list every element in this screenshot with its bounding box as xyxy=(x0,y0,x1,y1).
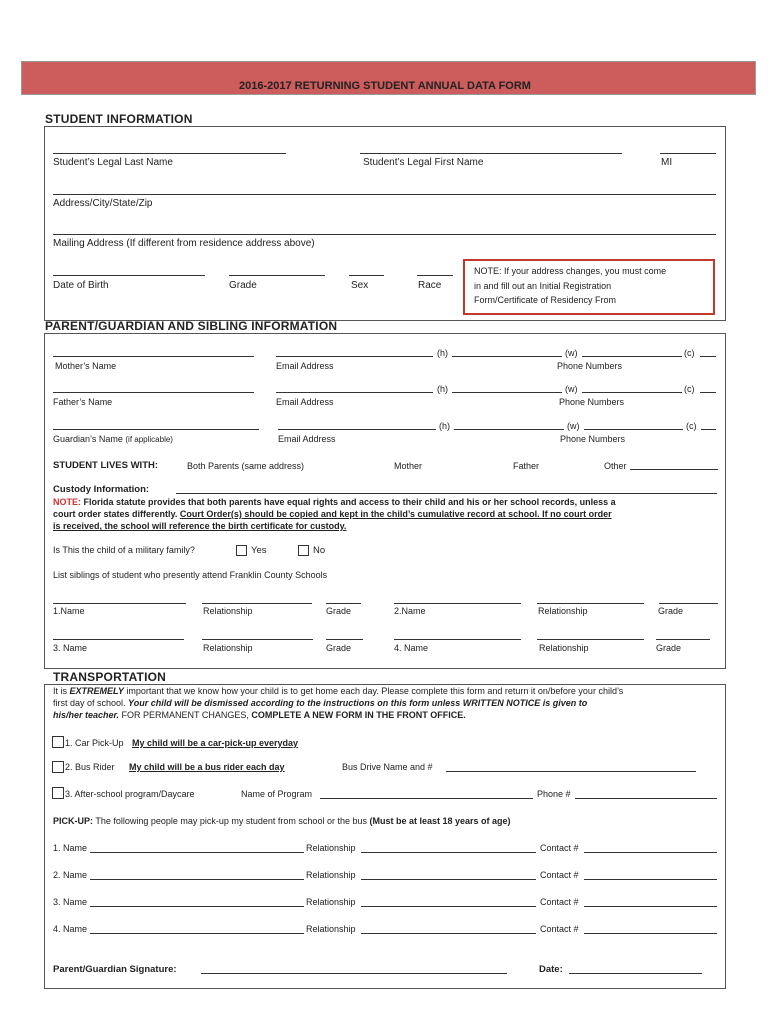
lives-with-father-option[interactable]: Father xyxy=(513,461,540,471)
lives-with-mother-option[interactable]: Mother xyxy=(394,461,423,471)
transport-section-box xyxy=(44,684,726,989)
bus-rider-checkbox[interactable] xyxy=(52,761,64,773)
father-email-field[interactable] xyxy=(276,392,433,393)
mi-field[interactable] xyxy=(660,153,716,154)
last-name-label: Student’s Legal Last Name xyxy=(53,157,173,168)
sibling4-grade-field[interactable] xyxy=(656,639,710,640)
sibling4-grade-label: Grade xyxy=(656,643,682,653)
father-c-label: (c) xyxy=(684,384,695,394)
pickup-contact-label: Contact # xyxy=(540,843,579,853)
siblings-instruction: List siblings of student who presently attend Franklin County Schools xyxy=(53,570,328,580)
note-line-3: Form/Certificate of Residency From xyxy=(474,295,617,305)
program-label: Name of Program xyxy=(241,789,313,799)
note-line-2: in and fill out an Initial Registration xyxy=(474,281,612,291)
pickup-contact-field[interactable] xyxy=(584,879,717,880)
custody-note-line-2 xyxy=(53,509,612,519)
pickup-relationship-label: Relationship xyxy=(306,897,356,907)
pickup-name-label: 4. Name xyxy=(53,924,88,934)
mother-phone-label: Phone Numbers xyxy=(557,361,623,371)
custody-field[interactable] xyxy=(176,493,717,494)
pickup-name-field[interactable] xyxy=(90,933,304,934)
pickup-name-label: 1. Name xyxy=(53,843,88,853)
guardian-c-field[interactable] xyxy=(701,429,716,430)
grade-field[interactable] xyxy=(229,275,325,276)
father-w-field[interactable] xyxy=(582,392,682,393)
sibling4-name-field[interactable] xyxy=(394,639,521,640)
form-title: 2016-2017 RETURNING STUDENT ANNUAL DATA FORM xyxy=(239,80,531,92)
guardian-label-text: Guardian’s Name xyxy=(53,434,123,444)
mother-c-field[interactable] xyxy=(700,356,716,357)
sibling1-grade-field[interactable] xyxy=(326,603,361,604)
pickup-relationship-label: Relationship xyxy=(306,924,356,934)
sibling4-relationship-field[interactable] xyxy=(537,639,644,640)
pickup-relationship-field[interactable] xyxy=(361,879,536,880)
mailing-label: Mailing Address (If different from residence address above) xyxy=(53,238,315,249)
program-phone-field[interactable] xyxy=(575,798,717,799)
sibling3-relationship-field[interactable] xyxy=(202,639,313,640)
military-yes-checkbox[interactable] xyxy=(236,545,247,556)
intro-text-3b: FOR PERMANENT CHANGES, xyxy=(119,710,252,720)
pickup-text: The following people may pick-up my student from school or the bus xyxy=(93,816,370,826)
military-question: Is This the child of a military family? xyxy=(53,545,195,555)
lives-with-both-option[interactable]: Both Parents (same address) xyxy=(187,461,305,471)
sibling2-relationship-field[interactable] xyxy=(537,603,644,604)
guardian-c-label: (c) xyxy=(686,421,697,431)
custody-note-line-1 xyxy=(53,497,616,507)
afterschool-checkbox[interactable] xyxy=(52,787,64,799)
mother-email-label: Email Address xyxy=(276,361,334,371)
sex-label: Sex xyxy=(351,280,369,291)
pickup-label: PICK-UP: xyxy=(53,816,93,826)
intro-text-1a: It is xyxy=(53,686,70,696)
afterschool-label: 3. After-school program/Daycare xyxy=(65,789,195,799)
bus-driver-field[interactable] xyxy=(446,771,696,772)
sibling1-grade-label: Grade xyxy=(326,606,352,616)
signature-label: Parent/Guardian Signature: xyxy=(53,964,177,975)
sibling3-name-label: 3. Name xyxy=(53,643,88,653)
guardian-h-field[interactable] xyxy=(454,429,564,430)
pickup-relationship-label: Relationship xyxy=(306,870,356,880)
military-no-label: No xyxy=(313,545,326,556)
custody-note-line-3: is received, the school will reference the birth certificate for custody. xyxy=(53,521,347,531)
transport-intro-line-1 xyxy=(53,686,623,696)
parent-section-heading: PARENT/GUARDIAN AND SIBLING INFORMATION xyxy=(45,319,338,333)
mother-w-label: (w) xyxy=(565,348,578,358)
mother-h-label: (h) xyxy=(437,348,448,358)
pickup-relationship-field[interactable] xyxy=(361,852,536,853)
custody-note-text-2b: Court Order(s) should be copied and kept in the child’s cumulative record at school. If no court order xyxy=(179,509,612,519)
sibling1-name-field[interactable] xyxy=(53,603,186,604)
custody-label: Custody Information: xyxy=(53,484,150,495)
sibling2-grade-field[interactable] xyxy=(659,603,718,604)
guardian-email-label: Email Address xyxy=(278,434,336,444)
bus-rider-statement: My child will be a bus rider each day xyxy=(129,762,285,772)
date-field[interactable] xyxy=(569,973,702,974)
address-label: Address/City/State/Zip xyxy=(53,198,153,209)
pickup-relationship-field[interactable] xyxy=(361,906,536,907)
sibling2-name-label: 2.Name xyxy=(394,606,426,616)
guardian-label-note: (if applicable) xyxy=(125,435,173,444)
transport-intro-line-3 xyxy=(53,710,466,720)
pickup-contact-label: Contact # xyxy=(540,897,579,907)
mother-w-field[interactable] xyxy=(582,356,682,357)
military-no-checkbox[interactable] xyxy=(298,545,309,556)
race-field[interactable] xyxy=(417,275,453,276)
pickup-age-note: (Must be at least 18 years of age) xyxy=(369,816,511,826)
lives-with-label: STUDENT LIVES WITH: xyxy=(53,460,159,471)
car-pickup-statement: My child will be a car-pick-up everyday xyxy=(132,738,299,748)
custody-note-text-2a: court order states differently. xyxy=(53,509,180,519)
father-name-field[interactable] xyxy=(53,392,254,393)
mailing-field[interactable] xyxy=(53,234,716,235)
father-c-field[interactable] xyxy=(700,392,716,393)
pickup-name-field[interactable] xyxy=(90,879,304,880)
pickup-name-field[interactable] xyxy=(90,906,304,907)
other-field[interactable] xyxy=(630,469,718,470)
father-w-label: (w) xyxy=(565,384,578,394)
sibling2-name-field[interactable] xyxy=(394,603,521,604)
pickup-name-label: 3. Name xyxy=(53,897,88,907)
guardian-h-label: (h) xyxy=(439,421,450,431)
sibling2-grade-label: Grade xyxy=(658,606,684,616)
guardian-name-label xyxy=(53,434,173,444)
sibling3-grade-field[interactable] xyxy=(326,639,363,640)
note-line-1: NOTE: If your address changes, you must come xyxy=(474,266,667,276)
last-name-field[interactable] xyxy=(53,153,286,154)
intro-text-1c: important that we know how your child is to get home each day. Please complete this form and return it on/before your child’s xyxy=(123,686,624,696)
father-phone-label: Phone Numbers xyxy=(559,397,625,407)
program-phone-label: Phone # xyxy=(537,789,571,799)
custody-note-text-1: Florida statute provides that both parents have equal rights and access to their child and his or her school records, unless a xyxy=(81,497,616,507)
mother-name-field[interactable] xyxy=(53,356,254,357)
bus-driver-label: Bus Drive Name and # xyxy=(342,762,433,772)
pickup-instruction xyxy=(53,816,511,826)
student-section-heading: STUDENT INFORMATION xyxy=(45,112,193,126)
mother-c-label: (c) xyxy=(684,348,695,358)
guardian-email-field[interactable] xyxy=(278,429,436,430)
mother-name-label: Mother’s Name xyxy=(55,361,117,371)
sibling3-name-field[interactable] xyxy=(53,639,184,640)
sex-field[interactable] xyxy=(349,275,384,276)
transport-section-heading: TRANSPORTATION xyxy=(53,670,167,684)
sibling2-relationship-label: Relationship xyxy=(538,606,588,616)
pickup-contact-field[interactable] xyxy=(584,933,717,934)
date-label: Date: xyxy=(539,964,563,975)
program-field[interactable] xyxy=(320,798,533,799)
pickup-name-field[interactable] xyxy=(90,852,304,853)
intro-text-1b: EXTREMELY xyxy=(69,686,124,696)
car-pickup-label: 1. Car Pick-Up xyxy=(65,738,124,748)
first-name-field[interactable] xyxy=(360,153,622,154)
guardian-w-field[interactable] xyxy=(584,429,683,430)
sibling4-relationship-label: Relationship xyxy=(539,643,589,653)
sibling4-name-label: 4. Name xyxy=(394,643,429,653)
father-h-field[interactable] xyxy=(452,392,562,393)
dob-label: Date of Birth xyxy=(53,280,109,291)
military-yes-label: Yes xyxy=(251,545,267,556)
intro-text-3c: COMPLETE A NEW FORM IN THE FRONT OFFICE. xyxy=(251,710,466,720)
pickup-contact-field[interactable] xyxy=(584,852,717,853)
custody-note-label: NOTE: xyxy=(53,497,81,507)
pickup-name-label: 2. Name xyxy=(53,870,88,880)
intro-text-2a: first day of school. xyxy=(53,698,129,708)
intro-text-2b: Your child will be dismissed according to the instructions on this form unless WRITTEN NOTICE is given to xyxy=(128,698,588,708)
first-name-label: Student’s Legal First Name xyxy=(363,157,484,168)
father-email-label: Email Address xyxy=(276,397,334,407)
bus-rider-label: 2. Bus Rider xyxy=(65,762,115,772)
sibling3-relationship-label: Relationship xyxy=(203,643,253,653)
pickup-contact-field[interactable] xyxy=(584,906,717,907)
signature-field[interactable] xyxy=(201,973,507,974)
father-name-label: Father’s Name xyxy=(53,397,113,407)
sibling1-name-label: 1.Name xyxy=(53,606,85,616)
sibling1-relationship-field[interactable] xyxy=(202,603,312,604)
sibling1-relationship-label: Relationship xyxy=(203,606,253,616)
pickup-contact-label: Contact # xyxy=(540,924,579,934)
mother-email-field[interactable] xyxy=(276,356,433,357)
car-pickup-checkbox[interactable] xyxy=(52,736,64,748)
dob-field[interactable] xyxy=(53,275,205,276)
guardian-phone-label: Phone Numbers xyxy=(560,434,626,444)
intro-text-3a: his/her teacher. xyxy=(53,710,120,720)
guardian-name-field[interactable] xyxy=(53,429,259,430)
pickup-relationship-label: Relationship xyxy=(306,843,356,853)
pickup-relationship-field[interactable] xyxy=(361,933,536,934)
father-h-label: (h) xyxy=(437,384,448,394)
guardian-w-label: (w) xyxy=(567,421,580,431)
race-label: Race xyxy=(418,280,442,291)
pickup-contact-label: Contact # xyxy=(540,870,579,880)
address-field[interactable] xyxy=(53,194,716,195)
transport-intro-line-2 xyxy=(53,698,587,708)
mi-label: MI xyxy=(661,157,673,168)
mother-h-field[interactable] xyxy=(452,356,562,357)
grade-label: Grade xyxy=(229,280,257,291)
lives-with-other-option[interactable]: Other xyxy=(604,461,627,471)
sibling3-grade-label: Grade xyxy=(326,643,352,653)
